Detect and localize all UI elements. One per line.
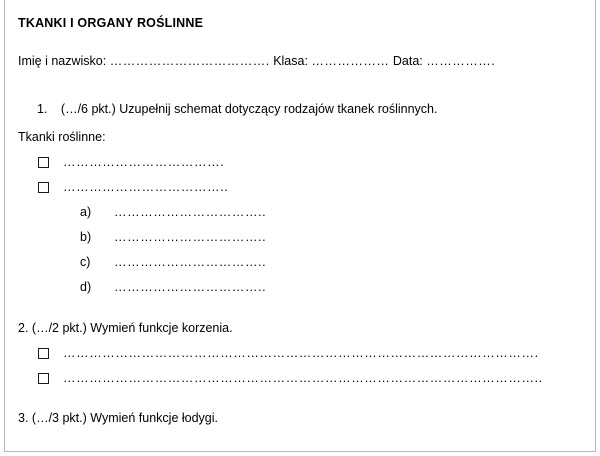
task-1-text: Uzupełnij schemat dotyczący rodzajów tkanek roślinnych. <box>119 102 438 116</box>
task-2-points: (…/2 pkt.) <box>31 321 87 335</box>
task-1-letter-c-label: c) <box>80 255 91 269</box>
task-1-letter-a-label: a) <box>80 205 92 219</box>
task-1-number: 1. <box>37 102 48 116</box>
task-3-heading <box>18 411 582 425</box>
checkbox-icon[interactable] <box>38 348 49 359</box>
page-title: TKANKI I ORGANY ROŚLINNE <box>18 16 204 30</box>
name-blank[interactable]: ………………………………. <box>109 54 270 68</box>
task-2-checkbox-row-1[interactable] <box>38 346 582 360</box>
task-3-number: 3. <box>18 411 29 425</box>
task-1-subheading: Tkanki roślinne: <box>18 130 106 144</box>
class-blank[interactable]: ……………… <box>311 54 390 68</box>
task-1-letter-b-label: b) <box>80 230 92 244</box>
task-3-points: (…/3 pkt.) <box>31 411 87 425</box>
date-blank[interactable]: ……………. <box>426 54 496 68</box>
task-1-answer-line-1[interactable]: ………………………………. <box>63 155 225 169</box>
task-1-checkbox-row-2[interactable] <box>38 180 582 194</box>
page-bottom-border <box>4 451 596 452</box>
task-2-answer-line-2[interactable]: ……………………………………………………………………………………………….. <box>63 371 543 385</box>
checkbox-icon[interactable] <box>38 373 49 384</box>
task-1-answer-line-2[interactable]: ……………………………….. <box>63 180 229 194</box>
task-1-checkbox-row-1[interactable] <box>38 155 582 169</box>
task-1-letter-row-c[interactable] <box>80 255 582 269</box>
checkbox-icon[interactable] <box>38 157 49 168</box>
name-label: Imię i nazwisko: <box>18 54 107 68</box>
task-1-letter-c-line[interactable]: …………………………….. <box>114 255 267 269</box>
task-1-letter-row-a[interactable] <box>80 205 582 219</box>
task-1-letter-row-b[interactable] <box>80 230 582 244</box>
task-1-heading <box>37 102 582 116</box>
task-1-letter-row-d[interactable] <box>80 280 582 294</box>
class-label: Klasa: <box>273 54 308 68</box>
task-1-letter-a-line[interactable]: …………………………….. <box>114 205 267 219</box>
task-2-checkbox-row-2[interactable] <box>38 371 582 385</box>
task-2-answer-line-1[interactable]: ………………………………………………………………………………………………. <box>63 346 539 360</box>
task-2-number: 2. <box>18 321 29 335</box>
task-1-points: (…/6 pkt.) <box>60 102 116 116</box>
checkbox-icon[interactable] <box>38 182 49 193</box>
identity-line <box>18 54 582 68</box>
date-label: Data: <box>392 54 423 68</box>
task-2-text: Wymień funkcje korzenia. <box>90 321 233 335</box>
task-1-letter-b-line[interactable]: …………………………….. <box>114 230 267 244</box>
task-1-letter-d-line[interactable]: …………………………….. <box>114 280 267 294</box>
document-content <box>18 0 582 425</box>
task-2-heading <box>18 321 582 335</box>
task-3-text: Wymień funkcje łodygi. <box>90 411 218 425</box>
task-1-letter-d-label: d) <box>80 280 92 294</box>
